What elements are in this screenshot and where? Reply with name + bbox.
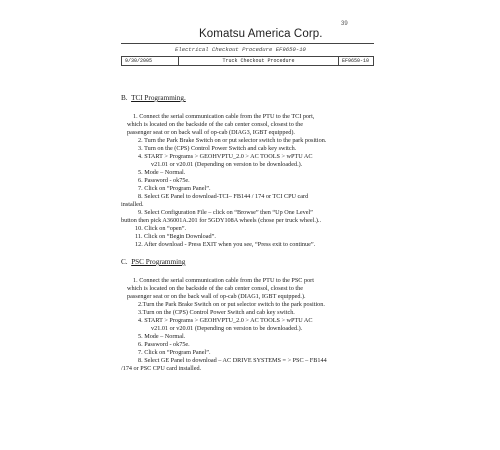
section-c-line: 2.Turn the Park Brake Switch on or put selector switch to the park position. [138, 301, 325, 308]
section-b-line: 6. Password - ok75e. [138, 177, 190, 184]
header-date: 9/30/2005 [122, 57, 179, 66]
header-rule [121, 43, 374, 44]
section-c-heading [121, 258, 185, 266]
section-c-line: 6. Password - ok75e. [138, 341, 190, 348]
section-c-line: 8. Select GE Panel to download – AC DRIVE SYSTEMS = > PSC – FB144 [138, 357, 327, 364]
section-b-letter: B. [121, 94, 128, 102]
header-row [122, 57, 374, 66]
section-b-line: 2. Turn the Park Brake Switch on or put selector switch to the park position. [138, 137, 327, 144]
section-c-line: which is located on the backside of the cab center consol, closest to the [127, 285, 303, 292]
page-number: 39 [341, 21, 348, 27]
section-c-line: 3.Turn on the (CPS) Control Power Switch and cab key switch. [138, 309, 295, 316]
header-table [121, 56, 374, 66]
section-b-line: 9. Select Configuration File – click on “Browse” then “Up One Level” [138, 209, 313, 216]
section-b-line: 3. Turn on the (CPS) Control Power Switch and cab key switch. [138, 145, 297, 152]
section-b-line: 5. Mode – Normal. [138, 169, 186, 176]
section-c-line: 5. Mode – Normal. [138, 333, 186, 340]
section-b-line: v21.01 or v20.01 (Depending on version to be downloaded.). [151, 161, 303, 168]
header-title: Truck Checkout Procedure [179, 57, 339, 66]
section-b-line: 8. Select GE Panel to download-TCI– FB144 / 174 or TCI CPU card [138, 193, 309, 200]
section-c-line: passenger seat or on the back wall of op-cab (DIAG1, IGBT equipped.). [127, 293, 306, 300]
section-b-line: installed. [121, 201, 144, 208]
section-b-line: 10. Click on “open”. [135, 225, 187, 232]
document-subtitle: Electrical Checkout Procedure EF9650-10 [175, 46, 306, 53]
header-doc-number: EF9650-10 [339, 57, 374, 66]
section-c-title: PSC Programming [131, 258, 186, 266]
section-b-line: passenger seat or on back wall of op-cab (DIAG3, IGBT equipped). [127, 129, 295, 136]
section-b-line: which is located on the backside of the cab center consol, closest to the [127, 121, 303, 128]
section-c-line: /174 or PSC CPU card installed. [121, 365, 202, 372]
section-b-line: 4. START > Programs > GEOHVPTU_2.0 > AC TOOLS > wPTU AC [138, 153, 313, 160]
company-name: Komatsu America Corp. [199, 28, 323, 40]
section-c-line: 1. Connect the serial communication cable from the PTU to the PSC port [133, 277, 314, 284]
section-b-line: 1. Connect the serial communication cable from the PTU to the TCI port, [133, 113, 315, 120]
section-b-line: 11. Click on “Begin Download”. [135, 233, 216, 240]
section-c-line: v21.01 or v20.01 (Depending on version to be downloaded.). [151, 325, 303, 332]
section-c-letter: C. [121, 258, 128, 266]
section-b-title: TCI Programming. [131, 94, 186, 102]
section-c-line: 4. START > Programs > GEOHVPTU_2.0 > AC TOOLS > wPTU AC [138, 317, 313, 324]
section-c-line: 7. Click on “Program Panel”. [138, 349, 211, 356]
section-b-line: button then pick A36001A.201 for 5GDY108A wheels (chose per truck wheel.).. [121, 217, 322, 224]
section-b-line: 7. Click on “Program Panel”. [138, 185, 211, 192]
section-b-heading [121, 94, 186, 102]
section-b-line: 12. After download - Press EXIT when you see, “Press exit to continue”. [135, 241, 316, 248]
